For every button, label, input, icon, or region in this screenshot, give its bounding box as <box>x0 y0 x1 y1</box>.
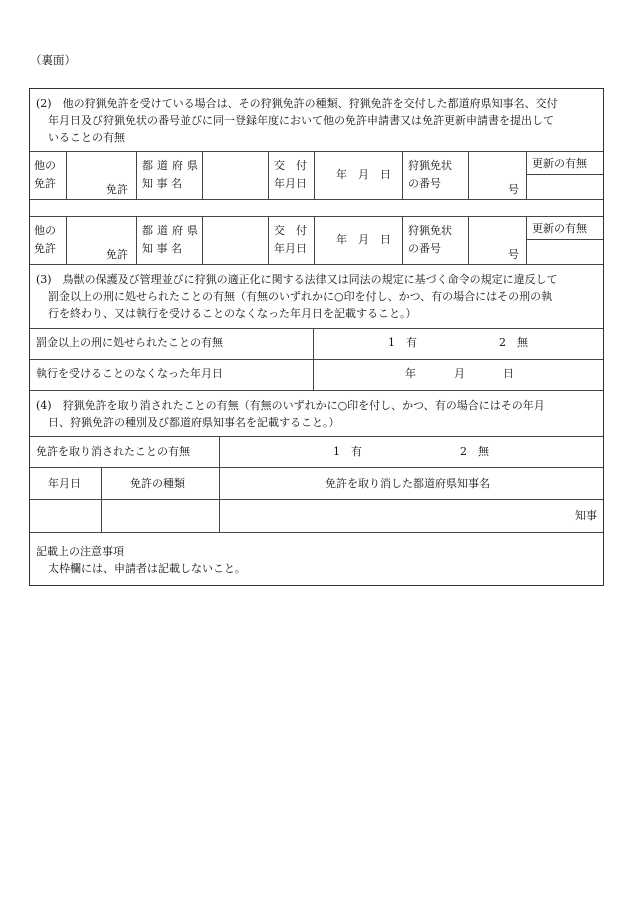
issued-date-field[interactable]: 年 月 日 <box>336 168 391 181</box>
license-suffix: 免許 <box>106 183 128 196</box>
fined-no-option[interactable]: 2 無 <box>499 336 528 349</box>
section-4-heading-line: 日、狩猟免許の種別及び都道府県知事名を記載すること。） <box>48 416 340 429</box>
ended-year-unit: 年 <box>405 367 416 380</box>
issued-date-label: 交 付 <box>274 159 307 172</box>
section-2-heading-line: 年月日及び狩猟免状の番号並びに同一登録年度において他の免許申請書又は免許更新申請書を提出して <box>48 114 554 127</box>
revoking-governor-header: 免許を取り消した都道府県知事名 <box>325 477 490 490</box>
ended-month-unit: 月 <box>454 367 465 380</box>
issued-date-label: 年月日 <box>274 242 307 255</box>
license-number-label: の番号 <box>408 177 441 190</box>
license-number-label: 狩猟免状 <box>408 159 452 172</box>
revocation-type-header: 免許の種類 <box>130 477 185 490</box>
section-4-heading <box>36 397 598 431</box>
issued-date-label: 交 付 <box>274 224 307 237</box>
execution-ended-label: 執行を受けることのなくなった年月日 <box>36 367 223 380</box>
other-license-label: 他の <box>34 224 56 237</box>
governor-label: 都道府県 <box>142 224 202 237</box>
section-2-heading <box>36 95 598 146</box>
governor-label: 知 事 名 <box>142 242 182 255</box>
section-3-heading-line: 行を終わり、又は執行を受けることのなくなった年月日を記載すること。） <box>48 307 417 320</box>
section-3-heading-line: (3) 鳥獣の保護及び管理並びに狩猟の適正化に関する法律又は同法の規定に基づく命令の規定に違反して <box>36 273 558 286</box>
license-number-label: の番号 <box>408 242 441 255</box>
notes-text: 太枠欄には、申請者は記載しないこと。 <box>48 562 246 575</box>
renewal-label: 更新の有無 <box>532 157 587 170</box>
issued-date-field[interactable]: 年 月 日 <box>336 233 391 246</box>
other-license-label: 免許 <box>34 177 56 190</box>
renewal-label: 更新の有無 <box>532 222 587 235</box>
revocation-date-field[interactable] <box>30 499 101 532</box>
revocation-type-field[interactable] <box>102 499 219 532</box>
governor-name-field[interactable] <box>202 151 268 199</box>
fined-label: 罰金以上の刑に処せられたことの有無 <box>36 336 223 349</box>
section-2-heading-line: いることの有無 <box>48 131 125 144</box>
application-form-back <box>29 88 604 586</box>
governor-name-field[interactable] <box>202 216 268 264</box>
notes-title: 記載上の注意事項 <box>36 545 124 558</box>
revoked-yes-option[interactable]: 1 有 <box>333 445 362 458</box>
back-side-label: （裏面） <box>30 53 76 67</box>
governor-label: 知 事 名 <box>142 177 182 190</box>
ended-day-unit: 日 <box>503 367 514 380</box>
revoked-no-option[interactable]: 2 無 <box>460 445 489 458</box>
other-license-label: 免許 <box>34 242 56 255</box>
revocation-date-header: 年月日 <box>48 477 81 490</box>
section-2-heading-line: (2) 他の狩猟免許を受けている場合は、その狩猟免許の種類、狩猟免許を交付した都道府県知事名、交付 <box>36 97 558 110</box>
renewal-field[interactable] <box>526 174 603 199</box>
number-suffix: 号 <box>508 248 519 261</box>
governor-label: 都道府県 <box>142 159 202 172</box>
revoked-label: 免許を取り消されたことの有無 <box>36 445 190 458</box>
license-number-label: 狩猟免状 <box>408 224 452 237</box>
license-suffix: 免許 <box>106 248 128 261</box>
other-license-label: 他の <box>34 159 56 172</box>
section-4-heading-line: (4) 狩猟免許を取り消されたことの有無（有無のいずれかに○印を付し、かつ、有の場合にはその年月 <box>36 399 545 412</box>
governor-suffix: 知事 <box>575 509 597 522</box>
renewal-field[interactable] <box>526 239 603 264</box>
number-suffix: 号 <box>508 183 519 196</box>
section-3-heading <box>36 271 598 322</box>
fined-yes-option[interactable]: 1 有 <box>388 336 417 349</box>
issued-date-label: 年月日 <box>274 177 307 190</box>
section-3-heading-line: 罰金以上の刑に処せられたことの有無（有無のいずれかに○印を付し、かつ、有の場合にはその刑の執 <box>48 290 553 303</box>
revoking-governor-field[interactable] <box>220 499 603 532</box>
